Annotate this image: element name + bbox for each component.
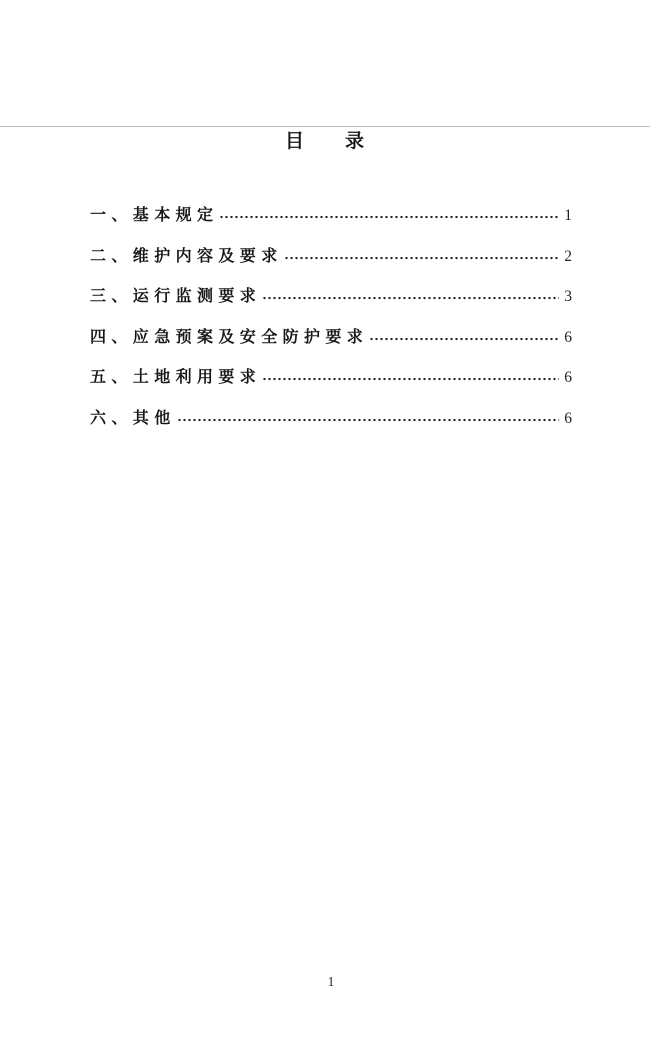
toc-entry-label: 六、其他 [90, 409, 176, 427]
toc-leader-dots [369, 338, 559, 342]
toc-leader-dots [284, 257, 560, 261]
toc-entry-label: 一、基本规定 [90, 207, 219, 224]
toc-entry[interactable] [90, 327, 572, 349]
toc-entry[interactable] [90, 286, 572, 308]
toc-entry-page-number: 1 [564, 207, 572, 224]
toc-entry-page-number: 3 [564, 288, 572, 305]
toc-leader-dots [219, 216, 559, 220]
toc-entry-page-number: 6 [564, 328, 572, 346]
toc-entry-label: 五、土地利用要求 [90, 369, 262, 386]
toc-entry-page-number: 6 [564, 369, 572, 386]
toc-entry[interactable] [90, 367, 572, 389]
toc-entry-page-number: 2 [564, 247, 572, 265]
toc-entry[interactable] [90, 205, 572, 227]
page-title: 目 录 [284, 131, 365, 152]
toc-leader-dots [262, 297, 559, 301]
toc-leader-dots [262, 378, 559, 382]
toc-entry-page-number: 6 [564, 409, 572, 427]
toc-leader-dots [177, 419, 560, 423]
toc-entry-label: 三、运行监测要求 [90, 288, 262, 305]
footer-page-number: 1 [327, 974, 335, 989]
toc-entry-label: 四、应急预案及安全防护要求 [90, 328, 369, 346]
toc-entry[interactable] [90, 246, 572, 268]
toc-entry-label: 二、维护内容及要求 [90, 247, 283, 265]
page-top-edge [0, 126, 650, 127]
toc-list [90, 205, 572, 429]
toc-entry[interactable] [90, 408, 572, 430]
document-page [0, 126, 650, 1045]
